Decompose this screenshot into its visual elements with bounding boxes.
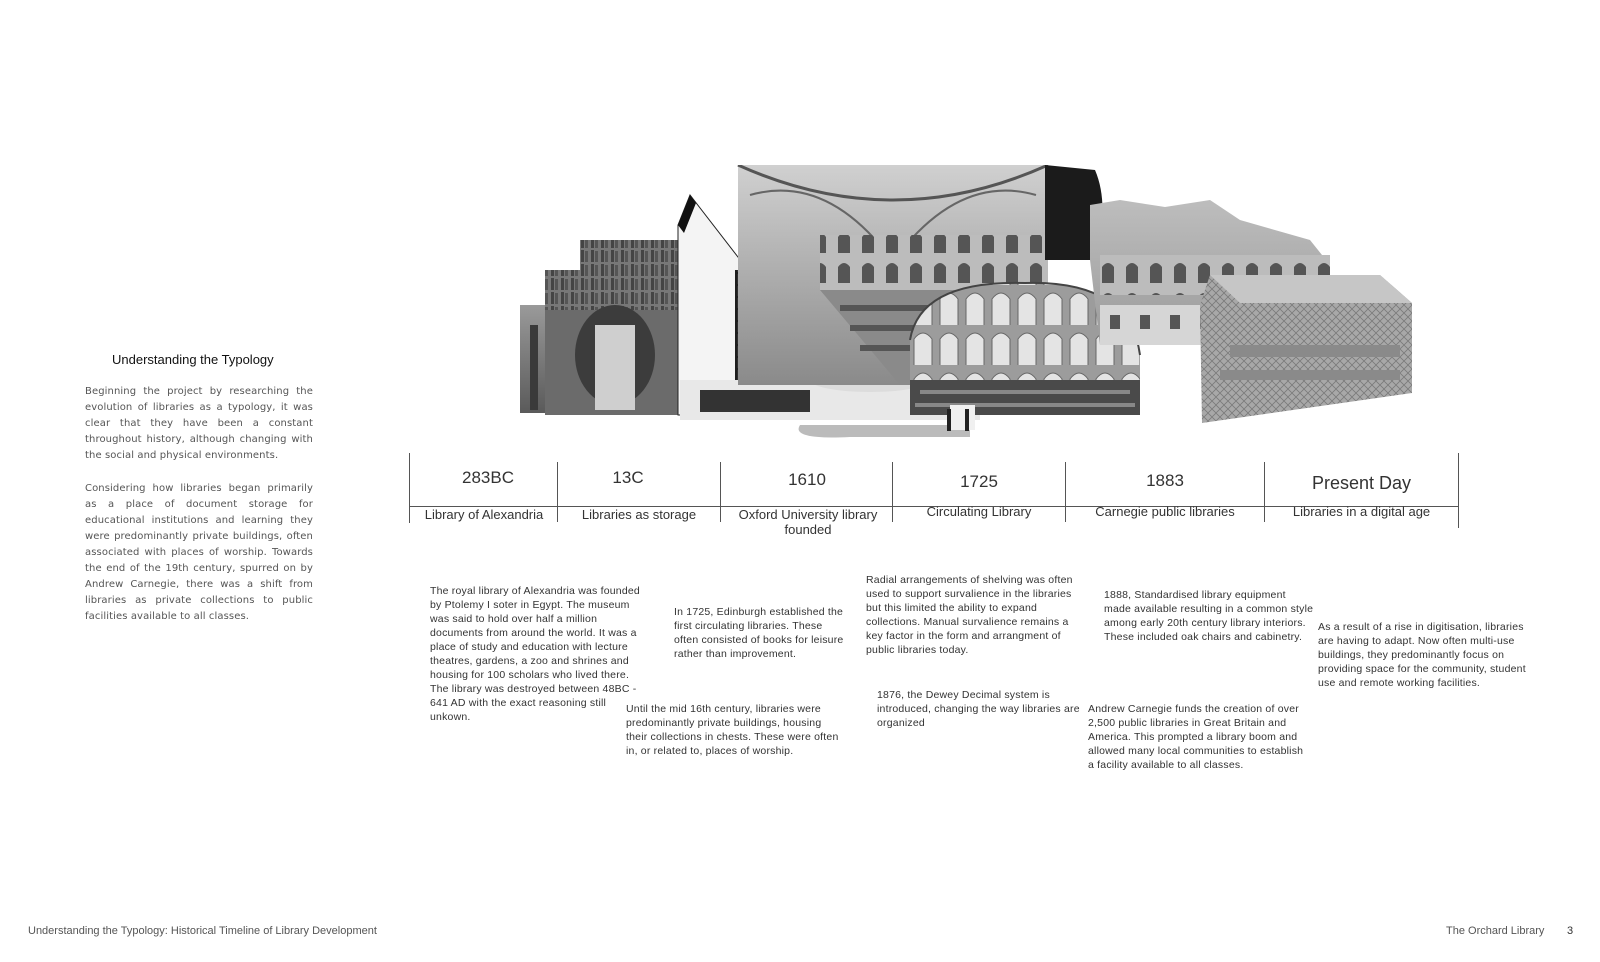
timeline-divider xyxy=(1458,453,1459,528)
timeline-label: Libraries as storage xyxy=(581,507,697,522)
timeline-year: Present Day xyxy=(1311,473,1412,493)
timeline-label: Oxford University library founded xyxy=(738,507,878,537)
timeline-year: 283BC xyxy=(462,468,514,487)
timeline-label: Circulating Library xyxy=(926,504,1032,519)
digital-age-description: As a result of a rise in digitisation, libraries are having to adapt. Now often multi-use buildings, they predominantly focus on providing space for the community, student use and remote working facilities. xyxy=(1318,621,1526,689)
alexandria-description: The royal library of Alexandria was founded by Ptolemy I soter in Egypt. The museum was said to hold over half a million documents from around the world. It was a place of study and education with lecture theatres, gardens, a zoo and shrines and housing for 100 scholars who lived there. The library was destroyed between 48BC - 641 AD with the exact reasoning still unkown. xyxy=(430,585,640,723)
timeline-year: 1725 xyxy=(960,472,998,491)
standardised-equipment-description: 1888, Standardised library equipment made available resulting in a common style among early 20th century library interiors. These included oak chairs and cabinetry. xyxy=(1104,589,1314,643)
timeline xyxy=(418,462,1496,552)
intro-paragraph-1: Beginning the project by researching the evolution of libraries as a typology, it was clear that they have been a constant throughout history, although changing with the social and physical environments. xyxy=(85,386,313,461)
dewey-description: 1876, the Dewey Decimal system is introduced, changing the way libraries are organized xyxy=(877,689,1080,729)
footer-project-name: The Orchard Library xyxy=(1446,925,1545,937)
timeline-label: Libraries in a digital age xyxy=(1292,504,1431,519)
intro-title: Understanding the Typology xyxy=(112,352,274,367)
footer-caption: Understanding the Typology: Historical Timeline of Library Development xyxy=(28,925,377,937)
library-image-collage xyxy=(520,165,1455,455)
timeline-label: Carnegie public libraries xyxy=(1095,504,1235,519)
intro-paragraph-2: Considering how libraries began primarily as a place of document storage for educational institutions and learning they were predominantly private buildings, often associated with places of worship. Towards the end of the 19th century, spurred on by Andrew Carnegie, there was a shift from libraries as private collections to public facilities available to all classes. xyxy=(85,483,313,622)
page-number: 3 xyxy=(1567,925,1574,937)
carnegie-description: Andrew Carnegie funds the creation of over 2,500 public libraries in Great Britain and America. This prompted a library boom and allowed many local communities to establish a facility available to all classes. xyxy=(1088,703,1304,771)
timeline-year: 1883 xyxy=(1146,471,1184,490)
edinburgh-description: In 1725, Edinburgh established the first circulating libraries. These often consisted of books for leisure rather than improvement. xyxy=(674,606,844,660)
timeline-year: 13C xyxy=(612,468,644,487)
timeline-year: 1610 xyxy=(788,470,826,489)
radial-shelving-description: Radial arrangements of shelving was often used to support survalience in the libraries but this limited the ability to expand collections. Manual survalience remains a key factor in the form and arrangment of public libraries today. xyxy=(866,574,1073,656)
timeline-label: Library of Alexandria xyxy=(424,507,544,522)
sixteenth-century-description: Until the mid 16th century, libraries were predominantly private buildings, housing their collections in chests. These were often in, or related to, places of worship. xyxy=(626,703,839,757)
